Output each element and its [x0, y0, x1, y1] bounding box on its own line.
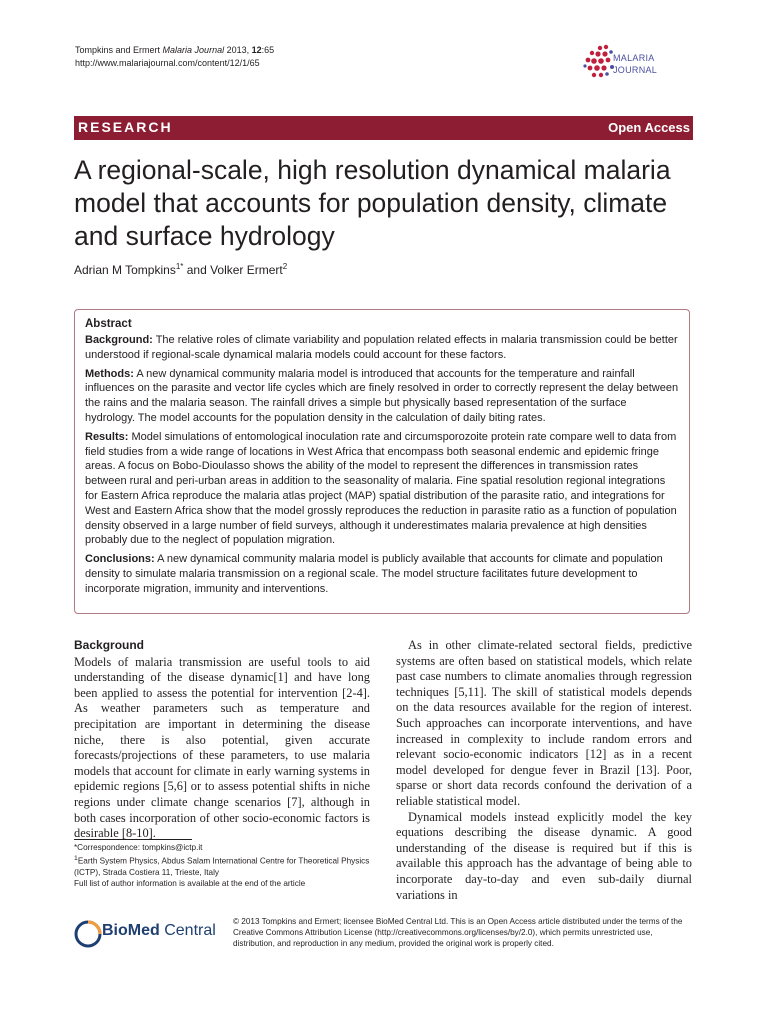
footnotes [74, 842, 374, 889]
copyright-notice: © 2013 Tompkins and Ermert; licensee BioMed Central Ltd. This is an Open Access article distributed under the terms of the Creative Commons Attribution License (http://creativecommons.org/licenses/by/2.0), which permits unrestricted use, distribution, and reproduction in any medium, provided the original work is properly cited. [233, 917, 683, 948]
open-access-label: Open Access [608, 120, 690, 135]
body-paragraph: Models of malaria transmission are useful tools to aid understanding of the disease dynamic[1] and have long been applied to assess the potential for intervention [2-4]. As weather parameters such as temperature and precipitation are important in determining the disease niche, there is also potential, given accurate forecasts/projections of these parameters, to use malaria models that account for climate in early warning systems in epidemic regions [5,6] or to assess potential shifts in niche regions under climate change scenarios [7], although in both cases incorporation of other socio-economic factors is desirable [8-10]. [74, 654, 370, 841]
author-1-affiliation: 1* [175, 262, 184, 271]
abstract-methods [85, 367, 679, 426]
author-1[interactable]: Adrian M Tompkins [74, 263, 176, 277]
citation-journal: Malaria Journal [162, 45, 225, 55]
body-column-right [396, 638, 692, 903]
body-paragraph: As in other climate-related sectoral fields, predictive systems are often based on statistical models, which relate past case numbers to climate anomalies through regression techniques [5,11]. The skill of statistical models depends on the data resources available for the region of interest. Such approaches can incorporate interventions, and have increased in complexity to include random errors and relevant socio-economic indicators [12] as in a recent model developed for dengue fever in Brazil [13]. Poor, sparse or short data records confound the derivation of a reliable statistical model. [396, 638, 692, 808]
brand-bold: BioMed [102, 922, 160, 939]
body-paragraph: Dynamical models instead explicitly model the key equations describing the disease dynamic. A good understanding of the disease is required but if this is available this approach has the advantage of being able to incorporate day-to-day and even sub-daily diurnal variations in [396, 809, 692, 902]
article-type-label: RESEARCH [78, 119, 173, 135]
affiliation-note [74, 853, 374, 878]
article-type-bar [74, 116, 693, 140]
citation-authors: Tompkins and Ermert [75, 45, 161, 55]
biomed-central-wordmark [102, 922, 216, 940]
abstract-methods-label: Methods: [85, 367, 134, 380]
abstract-results-text: Model simulations of entomological inoculation rate and circumsporozoite protein rate compare well to data from field studies from a wide range of locations in West Africa that encompass both seasonal endemic and epidemic fringe areas. A focus on Bobo-Dioulasso shows the ability of the model to represent the differences in transmission rates between rural and peri-urban areas in addition to the seasonality of malaria. Fine spatial resolution regional integrations for Eastern Africa reproduce the malaria atlas project (MAP) spatial distribution of the parasite ratio, and integrations for West and Eastern Africa show that the model grossly reproduces the reduction in parasite ratio as a function of population density observed in a large number of field surveys, although it underestimates malaria prevalence at high densities probably due to the neglect of population migration. [85, 430, 677, 547]
author-list [74, 262, 287, 277]
abstract-results [85, 430, 679, 548]
citation-volume: 12 [251, 45, 262, 55]
article-title: A regional-scale, high resolution dynamical malaria model that accounts for population density, climate and surface hydrology [74, 155, 671, 251]
running-header [75, 44, 274, 70]
full-list-note: Full list of author information is available at the end of the article [74, 878, 306, 888]
body-column-left [74, 638, 370, 842]
malaria-journal-wordmark [613, 52, 657, 76]
section-heading-background: Background [74, 638, 145, 652]
abstract-conclusions [85, 552, 679, 596]
brand-rest: Central [159, 922, 216, 939]
citation-year: 2013, [226, 45, 250, 55]
affiliation-text: Earth System Physics, Abdus Salam International Centre for Theoretical Physics (ICTP), Strada Costiera 11, Trieste, Italy [74, 856, 370, 877]
logo-line-1: MALARIA [613, 53, 655, 63]
affiliation-number: 1 [74, 855, 78, 862]
footnote-rule [74, 839, 192, 840]
article-url[interactable]: http://www.malariajournal.com/content/12/1/65 [75, 58, 260, 68]
abstract-background-text: The relative roles of climate variability and population related effects in malaria transmission could be better understood if regional-scale dynamical malaria models could account for these factors. [85, 334, 678, 361]
abstract-methods-text: A new dynamical community malaria model is introduced that accounts for the temperature and rainfall influences on the parasite and vector life cycles which are finely resolved in order to correctly represent the delay between the rains and the malaria season. The rainfall drives a simple but physically based representation of the surface hydrology. The model accounts for the population density in the calculation of daily biting rates. [85, 367, 679, 424]
abstract-background-label: Background: [85, 334, 153, 346]
citation-article: :65 [261, 45, 275, 55]
abstract-conclusions-label: Conclusions: [85, 553, 155, 566]
abstract-heading: Abstract [85, 318, 132, 330]
abstract-background [85, 333, 679, 363]
logo-line-2: JOURNAL [613, 65, 658, 75]
author-2[interactable]: and Volker Ermert [183, 263, 283, 277]
abstract-conclusions-text: A new dynamical community malaria model is publicly available that accounts for climate and population density to simulate malaria transmission on a regional scale. The model structure facilitates future development to incorporate migration, immunity and interventions. [85, 553, 663, 595]
abstract-box [74, 309, 690, 614]
author-2-affiliation: 2 [282, 262, 288, 271]
citation-line [75, 44, 274, 57]
correspondence-note[interactable]: *Correspondence: tompkins@ictp.it [74, 843, 203, 852]
abstract-results-label: Results: [85, 430, 129, 443]
